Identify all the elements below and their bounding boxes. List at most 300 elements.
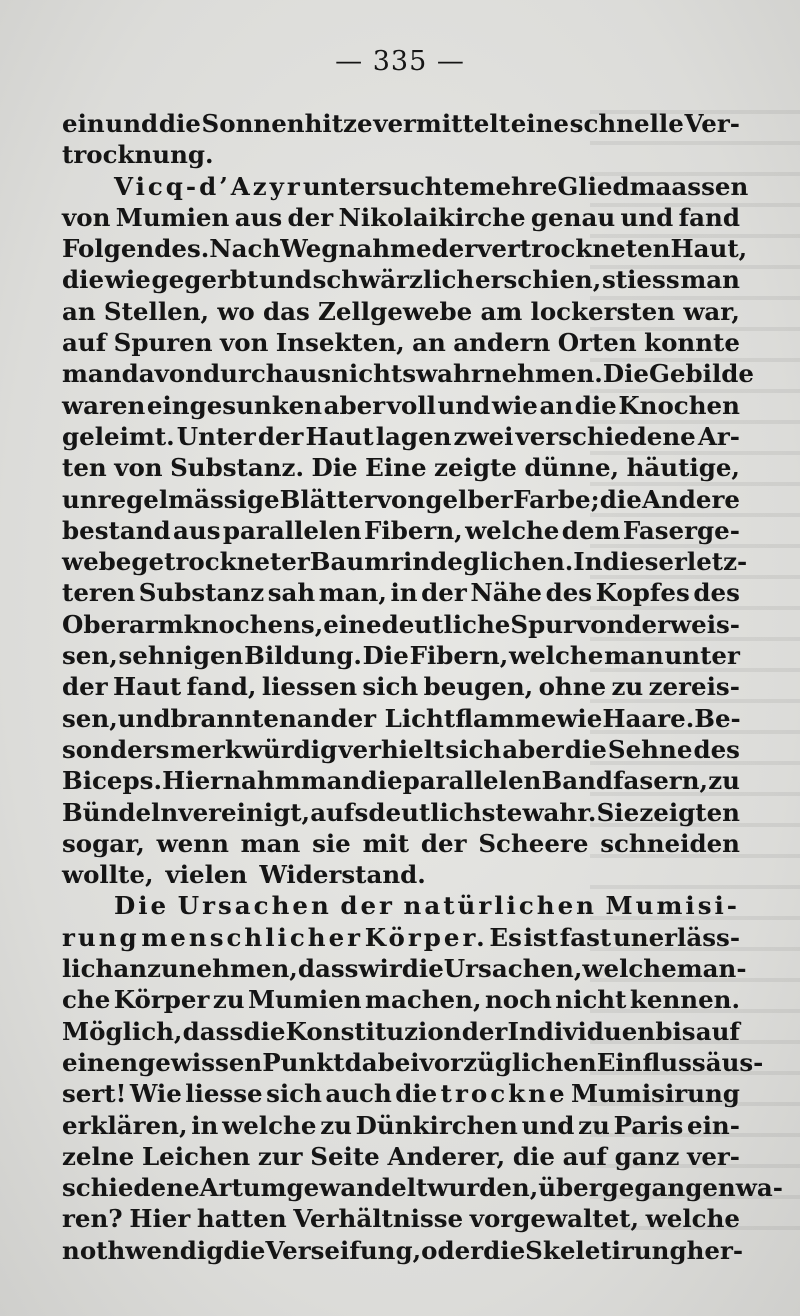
word: vorgewaltet, (469, 1204, 640, 1234)
word: Punkt (262, 1047, 345, 1077)
text-line (62, 859, 740, 890)
word: In (573, 547, 603, 577)
word: Baumrinde (309, 547, 463, 577)
word: von (220, 328, 269, 358)
word: sich (362, 672, 419, 702)
word: ganz (614, 1141, 680, 1171)
word: eingesunken (146, 390, 323, 420)
text-line (62, 1235, 744, 1266)
word: zelne (62, 1141, 135, 1171)
word: Orten (557, 328, 637, 358)
word: stiess (602, 265, 680, 295)
word: zwei (453, 421, 514, 451)
word: Folgendes. (62, 234, 210, 264)
word: liesse (185, 1079, 263, 1109)
word: unter (664, 641, 740, 671)
word: wahrnehmen. (416, 359, 603, 389)
word: Gebilde (649, 359, 754, 389)
text-line (62, 828, 740, 859)
word: ver- (687, 1141, 740, 1171)
word: zeigten (639, 797, 740, 827)
word: Die (362, 641, 409, 671)
word: Seite (310, 1141, 380, 1171)
word: der (624, 609, 670, 639)
word: die (62, 265, 105, 295)
word: Bündeln (62, 797, 179, 827)
word: die (395, 1079, 438, 1109)
word: Be- (694, 703, 741, 733)
word: verschiedene (515, 421, 696, 451)
text-line (62, 546, 748, 577)
word: fand, (186, 672, 257, 702)
body-text (62, 108, 783, 1266)
word: und (437, 390, 491, 420)
word: Stellen, (103, 296, 210, 326)
word: man, (318, 578, 387, 608)
word: welche (465, 515, 560, 545)
word: Haut (113, 672, 182, 702)
word: zu (578, 1110, 610, 1140)
word: aufs (310, 797, 369, 827)
word: Blätter (279, 484, 377, 514)
text-line (62, 890, 740, 921)
word: wir (358, 954, 402, 984)
word: war, (683, 296, 740, 326)
text-line (62, 1203, 740, 1234)
word: Knochen (618, 390, 740, 420)
word: von (575, 609, 625, 639)
word: vertrockneten (477, 234, 671, 264)
word: her- (686, 1235, 744, 1265)
text-line (62, 515, 740, 546)
word: Dünkirchen (355, 1110, 518, 1140)
word: zu (212, 985, 245, 1015)
word: bestand (62, 515, 171, 545)
text-line (62, 1110, 740, 1141)
word: merkwürdig (170, 734, 338, 764)
word: vorzüglichen (419, 1047, 597, 1077)
word: einen (62, 1047, 139, 1077)
word: von (376, 484, 426, 514)
word: unregelmässige (62, 484, 280, 514)
word: aus (234, 202, 283, 232)
word: dass (182, 1016, 244, 1046)
word: untersuchte (302, 171, 470, 201)
text-line (62, 296, 740, 327)
text-line (62, 953, 747, 984)
word: fand (678, 202, 740, 232)
word: Fibern, (364, 515, 463, 545)
word: Bildung. (244, 641, 362, 671)
text-line (62, 577, 740, 608)
word: ren? (62, 1204, 123, 1234)
word: Insekten, (275, 328, 405, 358)
word: unerläss- (612, 922, 740, 952)
word: nichts (331, 359, 417, 389)
word: nothwendig (62, 1235, 224, 1265)
word: Sie (596, 797, 640, 827)
word: ten (62, 453, 107, 483)
word: genau (530, 202, 616, 232)
word: zeigte (434, 453, 517, 483)
word: wie (491, 390, 538, 420)
text-line (62, 484, 740, 515)
word: verhielt (338, 734, 445, 764)
word: Wegnahme (280, 234, 432, 264)
text-line (62, 703, 740, 734)
text-line (62, 264, 740, 295)
word: anzunehmen, (113, 954, 298, 984)
word: der (420, 828, 467, 858)
word: oder (421, 1235, 484, 1265)
word: wenn (156, 828, 229, 858)
word: sonders (62, 734, 170, 764)
word: Die (602, 359, 649, 389)
word: die (158, 109, 201, 138)
text-line (62, 327, 740, 358)
text-line (62, 171, 749, 202)
word: menschlicher (141, 922, 364, 952)
word: eine (510, 109, 569, 138)
word: Hier (129, 1204, 191, 1234)
word: erklären, (62, 1110, 188, 1140)
word: auch (325, 1079, 392, 1109)
word: Zellgewebe (318, 296, 473, 326)
text-line (62, 765, 740, 796)
word: durchaus (203, 359, 332, 389)
word: des (693, 578, 740, 608)
word: und (117, 703, 171, 733)
word: Es (489, 922, 522, 952)
word: ein (62, 109, 105, 138)
word: zereis- (648, 672, 740, 702)
word: sogar, (62, 828, 145, 858)
word: und (521, 1110, 575, 1140)
word: Körper. (364, 922, 488, 952)
text-line (62, 984, 740, 1015)
word: wollte, (62, 860, 154, 890)
word: Mumisi- (605, 891, 740, 921)
text-line (62, 1047, 764, 1078)
word: Substanz. (170, 453, 304, 483)
word: in (390, 578, 418, 608)
word: vermittelt (373, 109, 511, 138)
word: Wie (129, 1079, 182, 1109)
word: die (360, 766, 403, 796)
word: Oberarmknochens, (62, 609, 324, 639)
word: der Lichtflamme (330, 703, 557, 733)
word: Hier (162, 766, 224, 796)
word: häutige, (626, 453, 740, 483)
word: ohne (538, 672, 607, 702)
word: wo (217, 296, 255, 326)
word: welche (582, 954, 677, 984)
word: Fibern, (409, 641, 509, 671)
word: kennen. (629, 985, 740, 1015)
word: Körper (113, 985, 210, 1015)
word: der (461, 1016, 508, 1046)
text-line (62, 609, 740, 640)
word: Unter (176, 421, 256, 451)
word: sehnigen (118, 641, 244, 671)
word: sich (445, 734, 502, 764)
word: schneiden (600, 828, 740, 858)
word: Haut (305, 421, 374, 451)
word: lagen (375, 421, 452, 451)
word: Mumien (115, 202, 230, 232)
word: Ursachen, (443, 954, 583, 984)
word: Art (199, 1173, 243, 1203)
word: an (62, 296, 96, 326)
word: Sonnenhitze (201, 109, 373, 138)
word: gewissen (138, 1047, 263, 1077)
word: Anderer, (387, 1141, 506, 1171)
word: Leichen (141, 1141, 251, 1171)
text-line (62, 390, 740, 421)
word: an (296, 703, 331, 733)
word: andern (453, 328, 551, 358)
text-line (62, 1078, 740, 1109)
word: Die (114, 891, 170, 921)
word: Haare. (602, 703, 695, 733)
word: die (599, 484, 642, 514)
word: man (62, 359, 122, 389)
word: der (287, 202, 334, 232)
word: Farbe; (513, 484, 600, 514)
word: des (545, 578, 593, 608)
word: aber (502, 734, 564, 764)
word: Substanz (138, 578, 265, 608)
text-line (62, 922, 740, 953)
word: lich (62, 954, 114, 984)
word: an (539, 390, 574, 420)
word: trockne (440, 1079, 568, 1109)
word: gelber (425, 484, 513, 514)
word: Gliedmaassen (557, 171, 749, 201)
word: Bandfasern, (541, 766, 709, 796)
word: voll (386, 390, 436, 420)
word: sert! (62, 1079, 127, 1109)
word: von (62, 202, 111, 232)
word: dass (297, 954, 359, 984)
word: getrockneter (131, 547, 310, 577)
word: erschien, (475, 265, 602, 295)
word: Nach (209, 234, 281, 264)
word: brannten (170, 703, 297, 733)
word: davon (121, 359, 204, 389)
text-line (62, 108, 740, 139)
word: vereinigt, (178, 797, 311, 827)
word: Widerstand. (259, 860, 426, 890)
word: der (340, 891, 395, 921)
word: Kopfes (595, 578, 690, 608)
text-line (62, 358, 754, 389)
word: schnelle (569, 109, 684, 138)
word: dünne, (524, 453, 620, 483)
word: zur (257, 1141, 303, 1171)
word: noch (484, 985, 552, 1015)
word: Verhältnisse (293, 1204, 464, 1234)
word: geleimt. (62, 421, 175, 451)
word: trocknung. (62, 140, 214, 170)
word: zu (611, 672, 644, 702)
word: und (105, 109, 159, 138)
word: des (693, 734, 740, 764)
word: waren (62, 390, 146, 420)
word: beugen, (423, 672, 534, 702)
word: Paris (613, 1110, 684, 1140)
word: Scheere (478, 828, 589, 858)
word: am (480, 296, 523, 326)
word: aus (173, 515, 221, 545)
word: man (300, 766, 361, 796)
word: schiedene (62, 1173, 200, 1203)
text-line (62, 202, 740, 233)
word: ist (523, 922, 558, 952)
word: die (483, 1235, 526, 1265)
page-number: — 335 — (335, 46, 465, 77)
word: Ursachen (177, 891, 332, 921)
word: fast (559, 922, 612, 952)
word: das (262, 296, 310, 326)
text-line (62, 640, 740, 671)
word: der (62, 672, 108, 702)
word: die (564, 734, 607, 764)
word: der (257, 421, 304, 451)
word: wurden, (427, 1173, 539, 1203)
word: Spuren (113, 328, 213, 358)
word: parallelen (222, 515, 362, 545)
word: rung (62, 922, 140, 952)
word: Eine (365, 453, 427, 483)
text-line (62, 1141, 740, 1172)
text-line (62, 233, 748, 264)
word: Möglich, (62, 1016, 183, 1046)
word: dabei (344, 1047, 420, 1077)
word: Sehne (607, 734, 693, 764)
word: übergegangen (538, 1173, 736, 1203)
word: die (512, 1141, 555, 1171)
word: der (421, 578, 467, 608)
word: zu (320, 1110, 352, 1140)
text-line (62, 1016, 740, 1047)
word: und (259, 265, 312, 295)
word: eine (323, 609, 382, 639)
text-line (62, 734, 740, 765)
word: Biceps. (62, 766, 162, 796)
word: Konstituzion (285, 1016, 462, 1046)
word: teren (62, 578, 136, 608)
word: mit (362, 828, 410, 858)
word: aber (323, 390, 386, 420)
word: sah (267, 578, 316, 608)
text-line (62, 797, 740, 828)
word: dem (561, 515, 621, 545)
word: dieser (602, 547, 687, 577)
word: Die (311, 453, 358, 483)
word: man (604, 641, 664, 671)
word: parallelen (402, 766, 542, 796)
word: Spur (510, 609, 576, 639)
word: deutlichste (368, 797, 523, 827)
word: wie (556, 703, 603, 733)
word: und (620, 202, 674, 232)
word: sen, (62, 641, 118, 671)
word: Individuen (507, 1016, 656, 1046)
word: natürlichen (403, 891, 597, 921)
word: man- (676, 954, 747, 984)
word: welche (645, 1204, 740, 1234)
word: liessen (261, 672, 358, 702)
word: umgewandelt (242, 1173, 428, 1203)
word: sich (266, 1079, 322, 1109)
word: auf (62, 328, 107, 358)
word: machen, (365, 985, 482, 1015)
text-line (62, 421, 740, 452)
word: welche (222, 1110, 317, 1140)
word: Mumien (248, 985, 362, 1015)
word: Faserge- (622, 515, 740, 545)
text-line (62, 139, 740, 170)
word: deutliche (381, 609, 511, 639)
word: che (62, 985, 111, 1015)
word: auf (562, 1141, 607, 1171)
word: Mumisirung (570, 1079, 740, 1109)
word: ein- (687, 1110, 740, 1140)
word: bis (655, 1016, 696, 1046)
word: hatten (196, 1204, 287, 1234)
word: Verseifung, (265, 1235, 422, 1265)
word: weis- (670, 609, 740, 639)
word: die (574, 390, 617, 420)
word: von (114, 453, 163, 483)
word: letz- (686, 547, 748, 577)
word: welche (509, 641, 604, 671)
word: wahr. (522, 797, 597, 827)
text-line (62, 671, 740, 702)
word: zu (708, 766, 740, 796)
word: äus- (705, 1047, 764, 1077)
word: Nikolaikirche (338, 202, 526, 232)
word: Ver- (684, 109, 740, 138)
word: Andere (641, 484, 740, 514)
word: glichen. (462, 547, 574, 577)
word: nahm (223, 766, 301, 796)
word: webe (62, 547, 132, 577)
word: konnte (644, 328, 740, 358)
word: Nähe (470, 578, 543, 608)
word: vielen (165, 860, 248, 890)
word: die (401, 954, 444, 984)
word: wa- (735, 1173, 783, 1203)
word: an (412, 328, 446, 358)
word: gegerbt (151, 265, 259, 295)
word: die (243, 1016, 286, 1046)
word: schwärzlich (312, 265, 475, 295)
word: Einfluss (596, 1047, 706, 1077)
word: in (191, 1110, 219, 1140)
word: Vicq-d’Azyr (114, 171, 303, 201)
word: auf (695, 1016, 740, 1046)
word: der (431, 234, 478, 264)
word: Haut, (670, 234, 748, 264)
word: nicht (555, 985, 627, 1015)
word: Skeletirung (525, 1235, 687, 1265)
word: lockersten (530, 296, 676, 326)
word: sen, (62, 703, 118, 733)
word: Ar- (697, 421, 740, 451)
word: sie (312, 828, 351, 858)
